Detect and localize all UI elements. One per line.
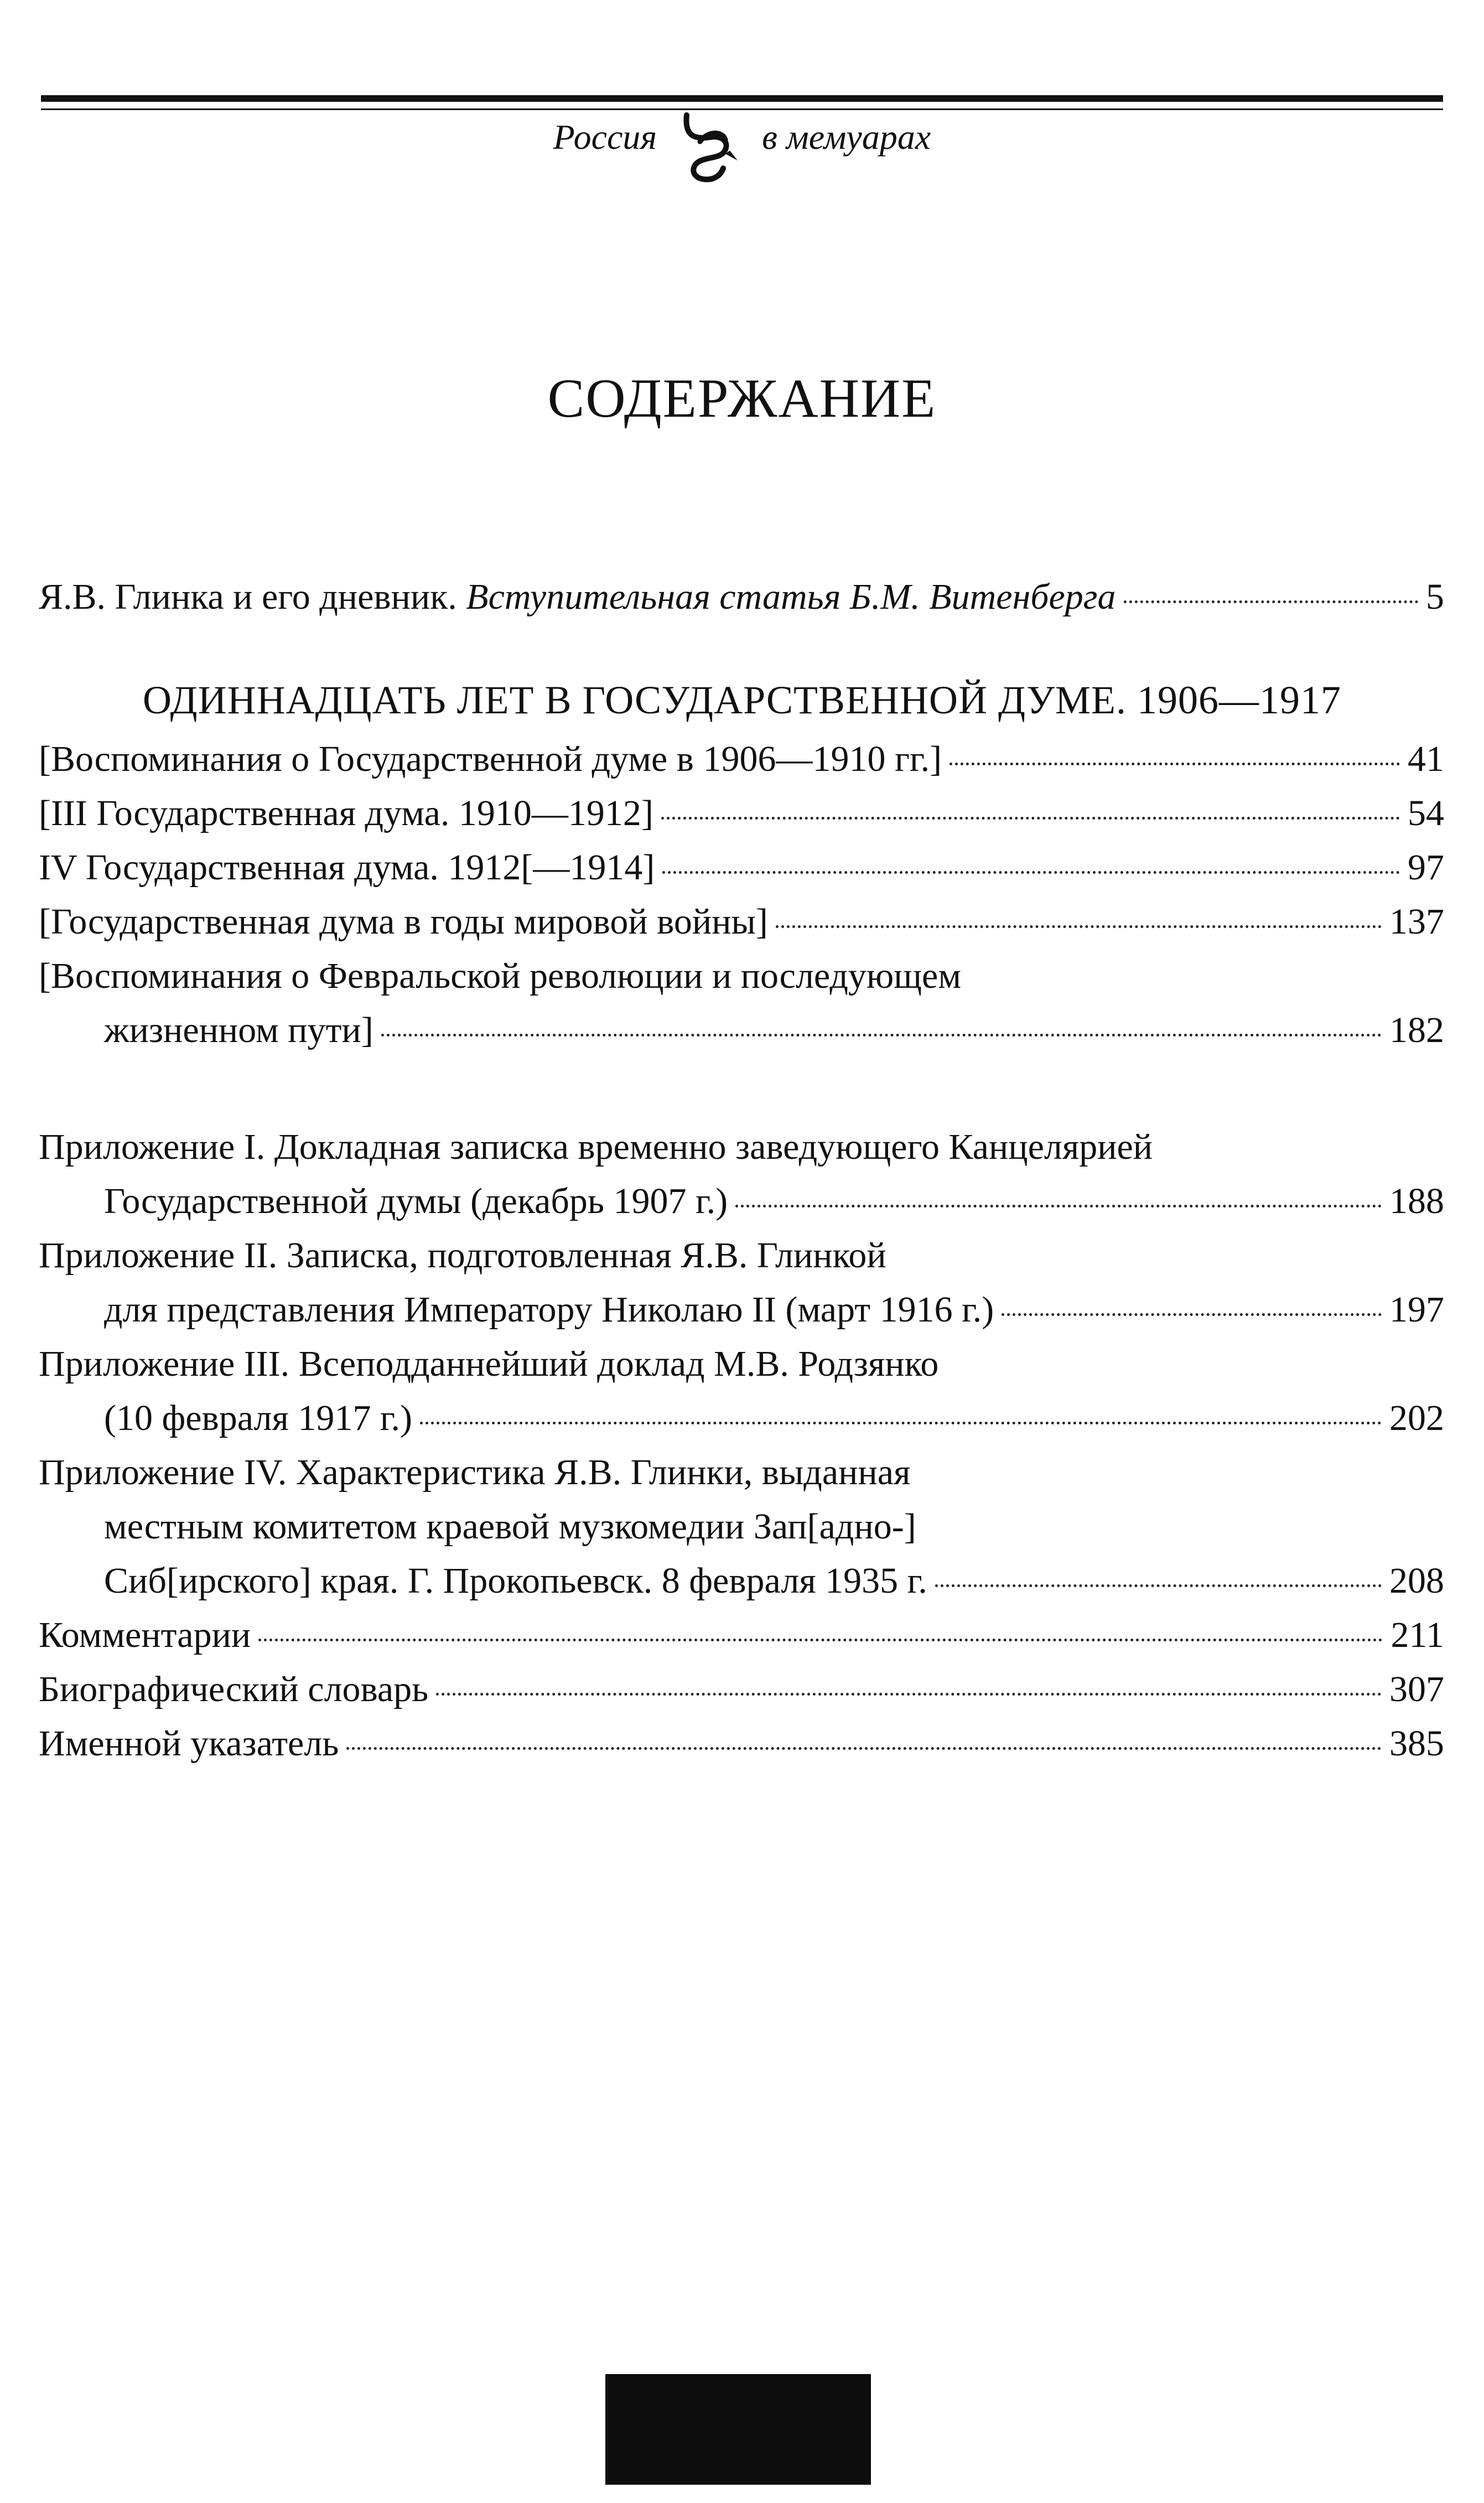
dot-leader — [436, 1693, 1382, 1696]
header-rule-thick — [41, 95, 1443, 102]
toc-entry-line — [39, 841, 1444, 895]
toc-entry-page: 211 — [1390, 1615, 1444, 1655]
toc-entry-title: IV Государственная дума. 1912[—1914] — [39, 847, 655, 888]
toc-entry-intro[interactable] — [39, 570, 1444, 624]
page-title: СОДЕРЖАНИЕ — [547, 367, 937, 429]
dot-leader — [661, 817, 1400, 820]
toc-entry-title: [Воспоминания о Государственной думе в 1906—1910 гг.] — [39, 739, 942, 779]
toc-entry[interactable] — [39, 1662, 1444, 1717]
series-title-right: в мемуарах — [762, 117, 931, 157]
toc-entry-line — [39, 1608, 1444, 1662]
toc-entry-title: местным комитетом краевой музкомедии Зап[адно-] — [104, 1506, 916, 1547]
toc-intro — [39, 570, 1444, 624]
toc-entry[interactable] — [39, 949, 1444, 1058]
toc-entry-line — [39, 1120, 1444, 1174]
toc-entry-line — [39, 732, 1444, 786]
toc-entry-title: для представления Императору Николаю II (март 1916 г.) — [104, 1289, 994, 1330]
dot-leader — [420, 1422, 1382, 1424]
toc-entry-line — [39, 1229, 1444, 1283]
toc-entry-title: Приложение IV. Характеристика Я.В. Глинки, выданная — [39, 1452, 911, 1493]
toc-entry-line — [39, 786, 1444, 841]
toc-entry-title: (10 февраля 1917 г.) — [104, 1398, 412, 1438]
dot-leader — [949, 763, 1400, 765]
toc-entry-page: 41 — [1408, 739, 1444, 779]
toc-appendix-list — [39, 1120, 1444, 1771]
toc-entry-title: жизненном пути] — [104, 1010, 373, 1050]
toc-entry-title-plain: Я.В. Глинка и его дневник. — [39, 577, 466, 617]
part-heading: ОДИННАДЦАТЬ ЛЕТ В ГОСУДАРСТВЕННОЙ ДУМЕ. 1906—1917 — [143, 678, 1341, 722]
toc-entry[interactable] — [39, 841, 1444, 895]
toc-entry[interactable] — [39, 786, 1444, 841]
series-title — [0, 115, 1484, 186]
toc-entry-page: 5 — [1426, 577, 1444, 617]
toc-entry-page: 385 — [1389, 1723, 1444, 1764]
toc-entry-line — [39, 1445, 1444, 1500]
dot-leader — [662, 871, 1400, 874]
toc-entry[interactable] — [39, 732, 1444, 786]
toc-entry-page: 137 — [1389, 901, 1444, 942]
toc-entry-line — [39, 1554, 1444, 1608]
black-block — [605, 2374, 871, 2485]
toc-entry-title-italic: Вступительная статья Б.М. Витенберга — [466, 577, 1116, 617]
toc-entry-line — [39, 1003, 1444, 1058]
dot-leader — [381, 1034, 1382, 1037]
toc-entry-page: 197 — [1389, 1289, 1444, 1330]
toc-entry-title: [Воспоминания о Февральской революции и последующем — [39, 956, 962, 996]
toc-entry-line — [39, 1337, 1444, 1391]
toc-entry-page: 54 — [1408, 793, 1444, 833]
dot-leader — [346, 1747, 1382, 1750]
toc-entry[interactable] — [39, 1608, 1444, 1662]
toc-entry[interactable] — [39, 1337, 1444, 1445]
toc-entry-page: 188 — [1389, 1181, 1444, 1221]
toc-entry[interactable] — [39, 1229, 1444, 1337]
series-title-left: Россия — [553, 117, 657, 157]
toc-entry-title: [Государственная дума в годы мировой войны] — [39, 901, 768, 942]
toc-entry-title: Приложение III. Всеподданнейший доклад М.В. Родзянко — [39, 1344, 939, 1384]
toc-entry-page: 97 — [1408, 847, 1444, 888]
toc-entry[interactable] — [39, 1120, 1444, 1229]
toc-entry[interactable] — [39, 1445, 1444, 1608]
dot-leader — [258, 1639, 1383, 1641]
dot-leader — [1124, 600, 1418, 603]
dot-leader — [935, 1584, 1382, 1587]
toc-entry[interactable] — [39, 1717, 1444, 1771]
dot-leader — [735, 1205, 1382, 1208]
toc-entry-title: Комментарии — [39, 1615, 251, 1655]
dot-leader — [776, 925, 1382, 928]
dot-leader — [1002, 1313, 1382, 1316]
toc-entry-page: 202 — [1389, 1398, 1444, 1438]
toc-entry-line — [39, 949, 1444, 1003]
toc-entry-title: Биографический словарь — [39, 1669, 429, 1709]
toc-entry-line — [39, 1391, 1444, 1445]
toc-entry-title — [39, 570, 1116, 624]
toc-entry-title: Приложение II. Записка, подготовленная Я.В. Глинкой — [39, 1235, 886, 1276]
toc-part-list — [39, 732, 1444, 1058]
series-monogram-icon — [668, 103, 751, 186]
toc-entry-title: Именной указатель — [39, 1723, 339, 1764]
toc-entry-title: [III Государственная дума. 1910—1912] — [39, 793, 653, 833]
toc-entry-line — [39, 1662, 1444, 1717]
toc-entry-title: Государственной думы (декабрь 1907 г.) — [104, 1181, 728, 1221]
toc-entry-line — [39, 895, 1444, 949]
toc-entry[interactable] — [39, 895, 1444, 949]
toc-entry-title: Приложение I. Докладная записка временно заведующего Канцелярией — [39, 1127, 1153, 1167]
toc-entry-line — [39, 1174, 1444, 1229]
toc-entry-title: Сиб[ирского] края. Г. Прокопьевск. 8 февраля 1935 г. — [104, 1561, 927, 1601]
toc-entry-line — [39, 1283, 1444, 1337]
toc-entry-page: 182 — [1389, 1010, 1444, 1050]
toc-entry-page: 307 — [1389, 1669, 1444, 1709]
toc-entry-line — [39, 1717, 1444, 1771]
toc-entry-page: 208 — [1389, 1561, 1444, 1601]
toc-entry-line — [39, 1500, 1444, 1554]
